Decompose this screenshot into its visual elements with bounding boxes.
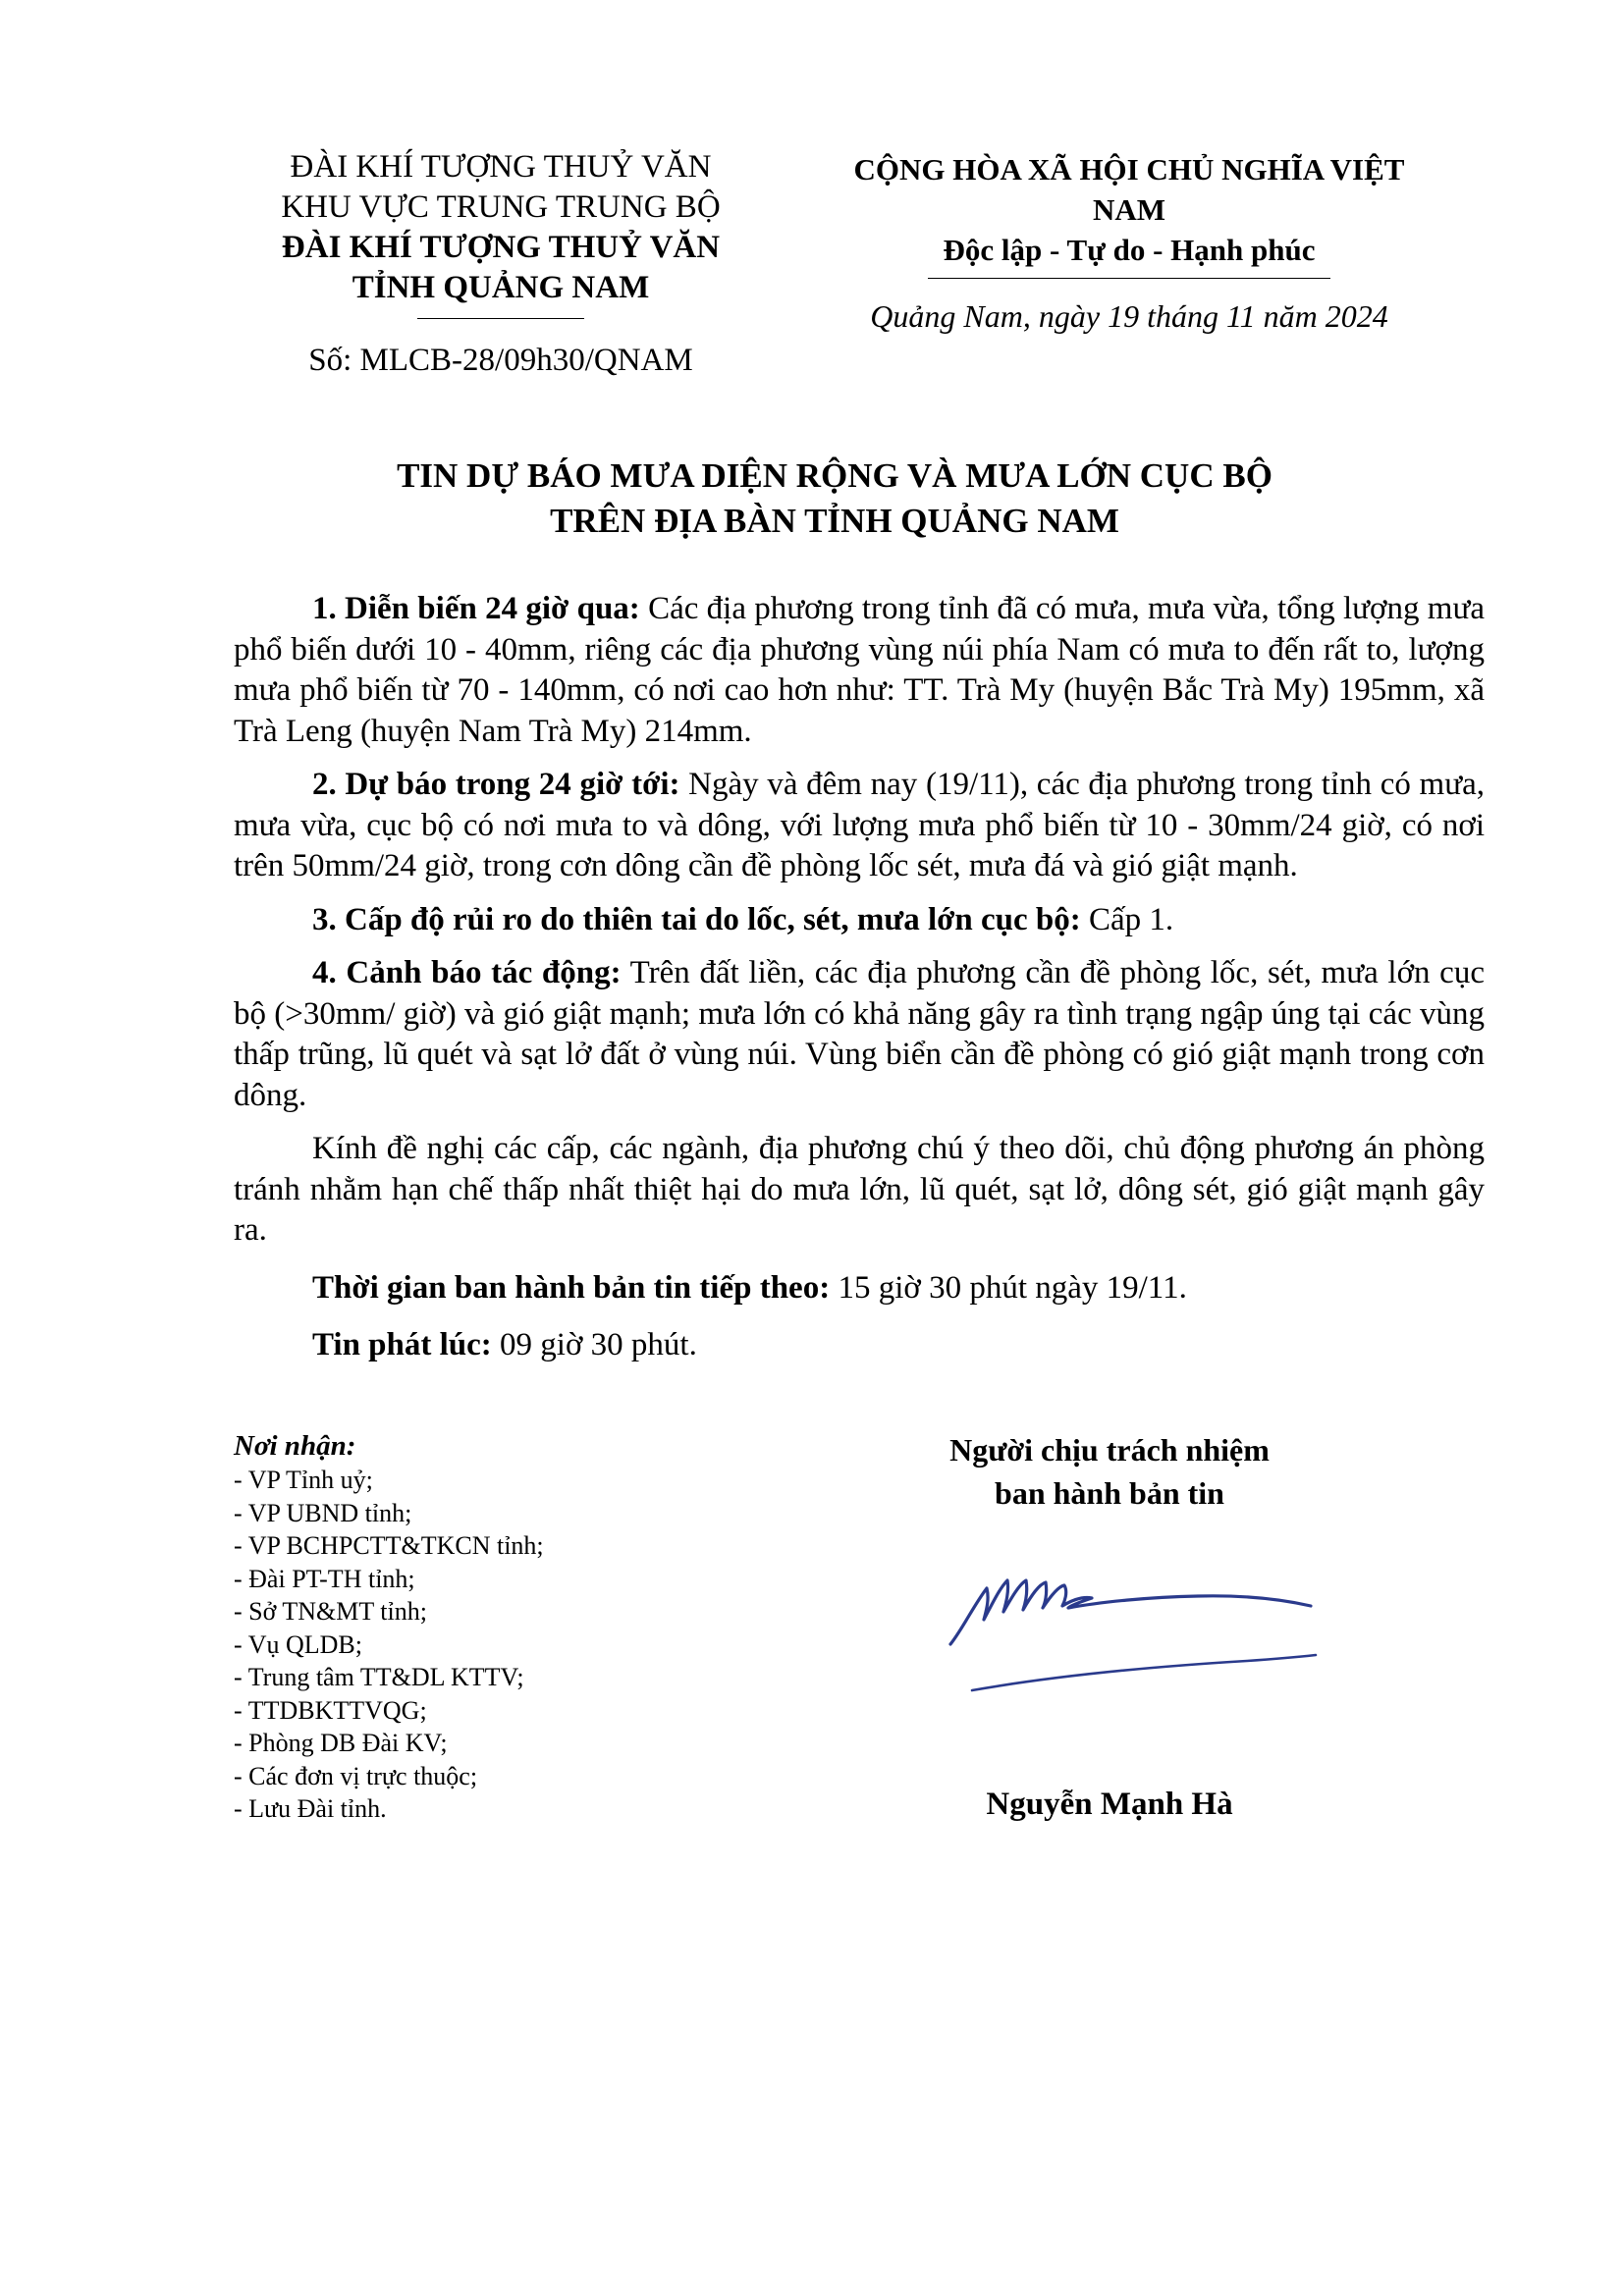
agency-line-1: ĐÀI KHÍ TƯỢNG THUỶ VĂN [290,149,712,185]
agency-header [245,147,756,381]
section-2 [234,765,1485,887]
section-text: Cấp 1. [1080,901,1174,937]
recipient-item: - VP BCHPCTT&TKCN tỉnh; [234,1531,544,1560]
recommendation: Kính đề nghị các cấp, các ngành, địa phương chú ý theo dõi, chủ động phương án phòng tránh nhằm hạn chế thấp nhất thiệt hại do mưa lớn, lũ quét, sạt lở, dông sét, gió giật mạnh gây ra. [234,1131,1485,1248]
recipients-label: Nơi nhận: [234,1430,356,1462]
next-bulletin-value: 15 giờ 30 phút ngày 19/11. [830,1269,1187,1306]
document-number: Số: MLCB-28/09h30/QNAM [308,343,693,378]
recipient-item: - Đài PT-TH tỉnh; [234,1564,415,1593]
agency-line-3: ĐÀI KHÍ TƯỢNG THUỶ VĂN [281,230,721,265]
section-4 [234,953,1485,1116]
recipient-item: - Sở TN&MT tỉnh; [234,1597,427,1626]
signature-underline [972,1655,1316,1690]
next-bulletin [234,1268,1485,1309]
recipient-item: - Trung tâm TT&DL KTTV; [234,1663,524,1691]
recipient-item: - TTDBKTTVQG; [234,1695,427,1725]
recipient-item: - Các đơn vị trực thuộc; [234,1761,478,1790]
signature-stroke [950,1580,1311,1644]
signature-image [933,1551,1345,1708]
national-header [815,149,1443,337]
issued-value: 09 giờ 30 phút. [491,1327,697,1362]
section-text: Ngày và đêm nay (19/11), các địa phương trong tỉnh có mưa, mưa vừa, cục bộ có nơi mưa to và dông, với lượng mưa phổ biến từ 10 - 30mm/24 giờ, có nơi trên 50mm/24 giờ, trong cơn dông cần đề phòng lốc sét, mưa đá và gió giật mạnh. [234,767,1485,883]
section-heading: 2. Dự báo trong 24 giờ tới: [312,767,680,802]
issued-label: Tin phát lúc: [312,1327,492,1362]
recipient-item: - VP UBND tỉnh; [234,1498,412,1527]
section-text: Trên đất liền, các địa phương cần đề phòng lốc, sét, mưa lớn cục bộ (>30mm/ giờ) và gió giật mạnh; mưa lớn có khả năng gây ra tình trạng ngập úng tại các vùng thấp trũng, lũ quét và sạt lở đất ở vùng núi. Vùng biển cần đề phòng có gió giật mạnh trong cơn dông. [234,955,1485,1113]
issued-time [234,1325,1485,1366]
section-heading: 1. Diễn biến 24 giờ qua: [312,591,640,626]
motto-divider [928,278,1330,279]
signer-title [884,1428,1335,1515]
signer-title-line-2: ban hành bản tin [995,1475,1224,1511]
recipient-item: - Lưu Đài tỉnh. [234,1794,387,1823]
document-title [245,454,1424,544]
recipients-block [234,1428,744,1826]
signer-title-line-1: Người chịu trách nhiệm [949,1432,1270,1468]
section-heading: 3. Cấp độ rủi ro do thiên tai do lốc, sét, mưa lớn cục bộ: [312,901,1081,937]
national-motto: Độc lập - Tự do - Hạnh phúc [943,233,1316,267]
agency-line-2: KHU VỰC TRUNG TRUNG BỘ [281,189,721,225]
signer-name: Nguyễn Mạnh Hà [986,1787,1233,1822]
next-bulletin-label: Thời gian ban hành bản tin tiếp theo: [312,1269,831,1306]
recipient-item: - Phòng DB Đài KV; [234,1729,448,1757]
section-1 [234,589,1485,752]
section-text: Các địa phương trong tỉnh đã có mưa, mưa vừa, tổng lượng mưa phổ biến dưới 10 - 40mm, riêng các địa phương vùng núi phía Nam có mưa to đến rất to, lượng mưa phổ biến từ 70 - 140mm, có nơi cao hơn như: TT. Trà My (huyện Bắc Trà My) 195mm, xã Trà Leng (huyện Nam Trà My) 214mm. [234,591,1485,749]
title-line-2: TRÊN ĐỊA BÀN TỈNH QUẢNG NAM [550,502,1119,540]
title-line-1: TIN DỰ BÁO MƯA DIỆN RỘNG VÀ MƯA LỚN CỤC BỘ [397,456,1272,495]
agency-line-4: TỈNH QUẢNG NAM [352,270,650,305]
place-date: Quảng Nam, ngày 19 tháng 11 năm 2024 [870,298,1388,334]
recipient-item: - VP Tỉnh uỷ; [234,1466,373,1494]
section-heading: 4. Cảnh báo tác động: [312,955,622,990]
document-body [234,589,1485,1379]
agency-divider [417,318,584,319]
country-name: CỘNG HÒA XÃ HỘI CHỦ NGHĨA VIỆT NAM [853,152,1405,227]
recipient-item: - Vụ QLDB; [234,1629,362,1659]
section-3 [234,900,1485,941]
